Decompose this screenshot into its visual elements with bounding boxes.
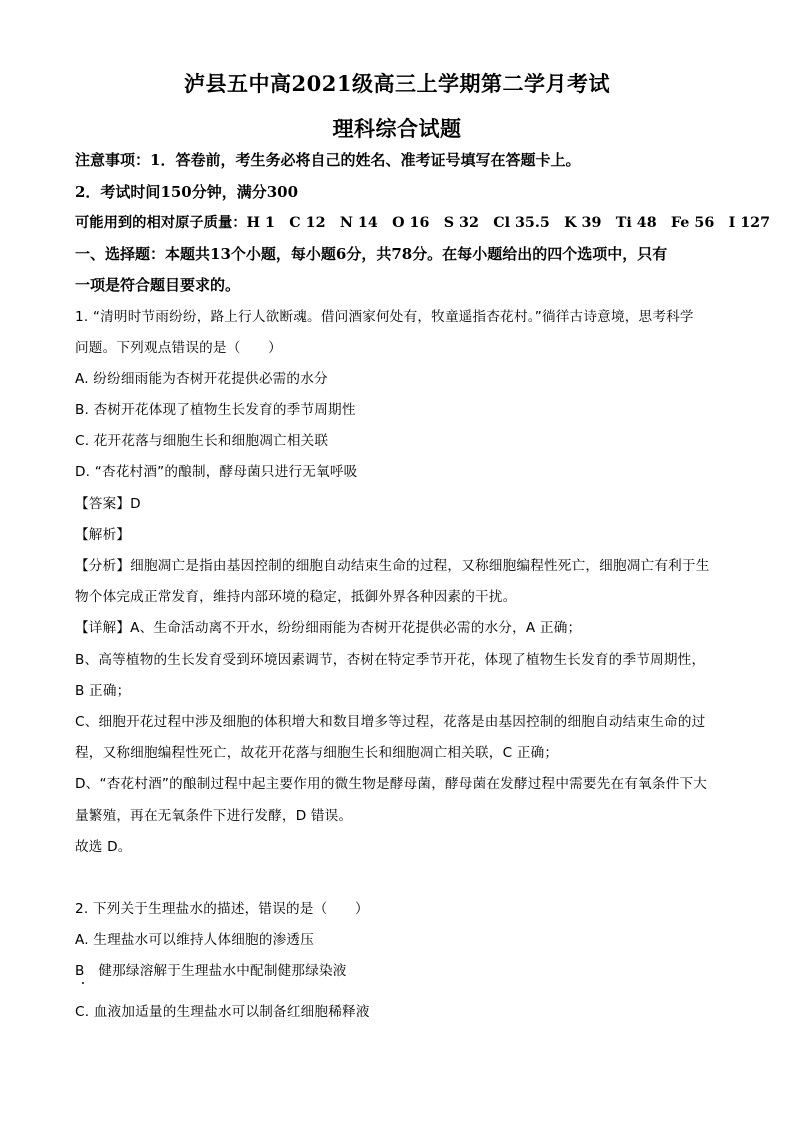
q1-option-a: A. 纷纷细雨能为杏树开花提供必需的水分 — [75, 371, 328, 387]
q1-analysis-line-1: 【分析】细胞凋亡是指由基因控制的细胞自动结束生命的过程，又称细胞编程性死亡，细胞凋亡有利于生 — [75, 558, 710, 574]
q1-analysis-line-7: 程，又称细胞编程性死亡，故花开花落与细胞生长和细胞凋亡相关联，C 正确； — [75, 745, 559, 761]
q1-answer: 【答案】D — [75, 496, 141, 512]
q1-option-d: D. “杏花村酒”的酿制，酵母菌只进行无氧呼吸 — [75, 464, 358, 480]
q1-analysis-line-10: 故选 D。 — [75, 839, 132, 855]
q2-option-c: C. 血液加适量的生理盐水可以制备红细胞稀释液 — [75, 1004, 370, 1020]
q2-stem: 2. 下列关于生理盐水的描述，错误的是（ ） — [75, 901, 369, 917]
q1-analysis-line-6: C、细胞开花过程中涉及细胞的体积增大和数目增多等过程，花落是由基因控制的细胞自动结束生命的过 — [75, 714, 706, 730]
exam-title: 泸县五中高2021级高三上学期第二学月考试 — [184, 71, 610, 96]
q2-option-a: A. 生理盐水可以维持人体细胞的渗透压 — [75, 932, 315, 948]
q1-option-c: C. 花开花落与细胞生长和细胞凋亡相关联 — [75, 433, 329, 449]
section-heading-line-2: 一项是符合题目要求的。 — [75, 276, 241, 294]
q1-analysis-label: 【解析】 — [75, 527, 131, 543]
atomic-masses: 可能用到的相对原子质量：H 1 C 12 N 14 O 16 S 32 Cl 35.5 K 39 Ti 48 Fe 56 I 127 — [75, 215, 771, 231]
notes-line-2: 2．考试时间150分钟，满分300 — [75, 183, 299, 201]
q1-stem-line-2: 问题。下列观点错误的是（ ） — [75, 340, 282, 356]
q1-analysis-line-4: B、高等植物的生长发育受到环境因素调节，杏树在特定季节开花，体现了植物生长发育的季节周期性， — [75, 652, 706, 668]
q1-analysis-line-9: 量繁殖，再在无氧条件下进行发酵，D 错误。 — [75, 808, 353, 824]
q1-stem-line-1: 1. “清明时节雨纷纷，路上行人欲断魂。借问酒家何处有，牧童遥指杏花村。”徜徉古诗意境，思考科学 — [75, 309, 694, 325]
q1-analysis-line-2: 物个体完成正常发育，维持内部环境的稳定，抵御外界各种因素的干扰。 — [75, 589, 517, 605]
stray-dot — [82, 982, 84, 984]
notes-line-1: 注意事项：1．答卷前，考生务必将自己的姓名、准考证号填写在答题卡上。 — [75, 151, 581, 169]
q1-analysis-line-5: B 正确； — [75, 683, 131, 699]
q2-option-b: B 健那绿溶解于生理盐水中配制健那绿染液 — [75, 963, 347, 979]
q1-option-b: B. 杏树开花体现了植物生长发育的季节周期性 — [75, 402, 356, 418]
q1-analysis-line-3: 【详解】A、生命活动离不开水，纷纷细雨能为杏树开花提供必需的水分，A 正确； — [75, 620, 582, 636]
exam-subtitle: 理科综合试题 — [332, 116, 462, 141]
q1-analysis-line-8: D、“杏花村酒”的酿制过程中起主要作用的微生物是酵母菌，酵母菌在发酵过程中需要先在有氧条件下大 — [75, 776, 708, 792]
section-heading-line-1: 一、选择题：本题共13个小题，每小题6分，共78分。在每小题给出的四个选项中，只有 — [75, 245, 668, 263]
